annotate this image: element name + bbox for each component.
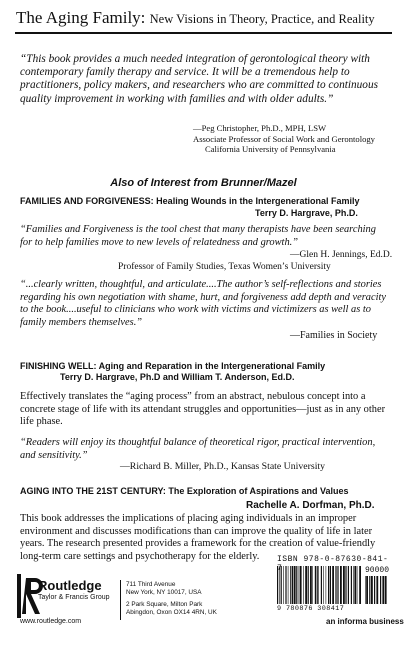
barcode-bar <box>340 566 342 604</box>
barcode-bar <box>345 566 346 604</box>
barcode-bar <box>317 566 318 604</box>
barcode-bar <box>308 566 309 604</box>
barcode-bar <box>288 566 289 604</box>
barcode-bar <box>281 566 282 604</box>
barcode-bar <box>357 566 358 604</box>
barcode-bar <box>321 566 322 604</box>
book2-quote-author: —Richard B. Miller, Ph.D., Kansas State University <box>120 461 326 472</box>
title-rule <box>15 32 392 34</box>
title-subtitle: New Visions in Theory, Practice, and Reality <box>149 12 375 26</box>
price-barcode-image <box>365 576 388 604</box>
barcode-bar <box>312 566 313 604</box>
barcode-bar <box>300 566 302 604</box>
book3-author: Rachelle A. Dorfman, Ph.D. <box>246 500 375 511</box>
barcode-bar <box>303 566 304 604</box>
book-title <box>16 8 375 28</box>
barcode-image <box>277 566 361 604</box>
publisher-address-us: 711 Third Avenue New York, NY 10017, USA <box>126 581 202 596</box>
barcode-bar <box>315 566 316 604</box>
barcode-bar <box>369 576 370 604</box>
barcode-bar <box>371 576 373 604</box>
barcode-bar <box>290 566 291 604</box>
barcode-bar <box>294 566 296 604</box>
informa-tagline: an informa business <box>326 617 404 626</box>
book3-description: This book addresses the implications of placing aging individuals in an improper environment and discusses modifications than can improve the quality of life in later years. The research presented provides a framework for the creation of value-friendly long-term care settings and psychotherapy for the elderly. <box>20 513 376 562</box>
barcode-bar <box>328 566 329 604</box>
barcode-bar <box>366 576 368 604</box>
barcode-bar <box>279 566 280 604</box>
barcode-bar <box>351 566 352 604</box>
barcode-bar <box>348 566 349 604</box>
barcode-bar <box>277 566 278 604</box>
book2-title: FINISHING WELL: Aging and Reparation in the Intergenerational Family <box>20 361 326 371</box>
barcode-bar <box>353 566 354 604</box>
barcode-bar <box>318 566 319 604</box>
barcode-bar <box>376 576 378 604</box>
book2-authors: Terry D. Hargrave, Ph.D and William T. Anderson, Ed.D. <box>60 372 295 382</box>
barcode-bar <box>336 566 337 604</box>
barcode-bar <box>305 566 307 604</box>
barcode-bar <box>310 566 312 604</box>
barcode-bar <box>335 566 336 604</box>
barcode-number: 9 780876 308417 <box>277 605 345 613</box>
book1-author: Terry D. Hargrave, Ph.D. <box>255 208 358 218</box>
divider-line <box>120 580 121 620</box>
isbn-text: ISBN 978-0-87630-841-7 <box>277 555 389 573</box>
barcode-bar <box>283 566 284 604</box>
book1-quote1: “Families and Forgiveness is the tool chest that many therapists have been searching for to help families move to new levels of relatedness and growth.” <box>20 224 376 248</box>
barcode-bar <box>365 576 366 604</box>
barcode-bar <box>385 576 387 604</box>
barcode-bar <box>343 566 345 604</box>
barcode-bar <box>326 566 327 604</box>
barcode-bar <box>330 566 331 604</box>
publisher-group: Taylor & Francis Group <box>38 594 110 601</box>
barcode-block <box>277 555 389 617</box>
book1-quote1-author: —Glen H. Jennings, Ed.D. <box>290 250 393 260</box>
book1-quote2: “...clearly written, thoughtful, and articulate....The author’s self-reflections and stories regarding his own negotiation with shame, hurt, and forgiveness add depth and veracity to the book....useful to clinicians who work with victims and victimizers as well as to family members themselves.” <box>20 279 386 328</box>
book2-description: Effectively translates the “aging process” from an abstract, nebulous concept into a concrete stage of life with its attendant struggles and opportunities—just as in any other life phase. <box>20 391 386 428</box>
barcode-bar <box>382 576 384 604</box>
top-quote: “This book provides a much needed integration of gerontological theory with contemporary family therapy and service. It will be a tremendous help to practitioners, policy makers, and researchers who are committed to continuous quality improvement in working with families and with older adults.” <box>20 53 378 105</box>
book1-quote1-role: Professor of Family Studies, Texas Women’s University <box>118 262 331 272</box>
book3-title: AGING INTO THE 21ST CENTURY: The Exploration of Aspirations and Values <box>20 486 349 496</box>
barcode-bar <box>292 566 293 604</box>
top-quote-attribution: —Peg Christopher, Ph.D., MPH, LSW Associate Professor of Social Work and Gerontology California University of Pennsylvania <box>193 123 375 154</box>
book2-quote: “Readers will enjoy its thoughtful balance of theoretical rigor, practical intervention, and sensitivity.” <box>20 437 376 461</box>
also-of-interest-heading: Also of Interest from Brunner/Mazel <box>110 177 297 189</box>
barcode-bar <box>354 566 356 604</box>
barcode-bar <box>332 566 334 604</box>
barcode-bar <box>380 576 381 604</box>
barcode-bar <box>299 566 300 604</box>
price-code: 90000 <box>365 566 390 575</box>
barcode-bar <box>296 566 297 604</box>
book1-title: FAMILIES AND FORGIVENESS: Healing Wounds in the Intergenerational Family <box>20 196 360 206</box>
publisher-name: Routledge <box>38 578 102 593</box>
barcode-bar <box>323 566 324 604</box>
publisher-website[interactable]: www.routledge.com <box>20 618 82 625</box>
book1-quote2-author: —Families in Society <box>290 330 378 341</box>
publisher-address-uk: 2 Park Square, Milton Park Abingdon, Oxon OX14 4RN, UK <box>126 601 217 616</box>
barcode-bar <box>338 566 339 604</box>
title-main: The Aging Family: <box>16 8 146 27</box>
barcode-bar <box>359 566 361 604</box>
barcode-bar <box>374 576 375 604</box>
barcode-bar <box>285 566 286 604</box>
